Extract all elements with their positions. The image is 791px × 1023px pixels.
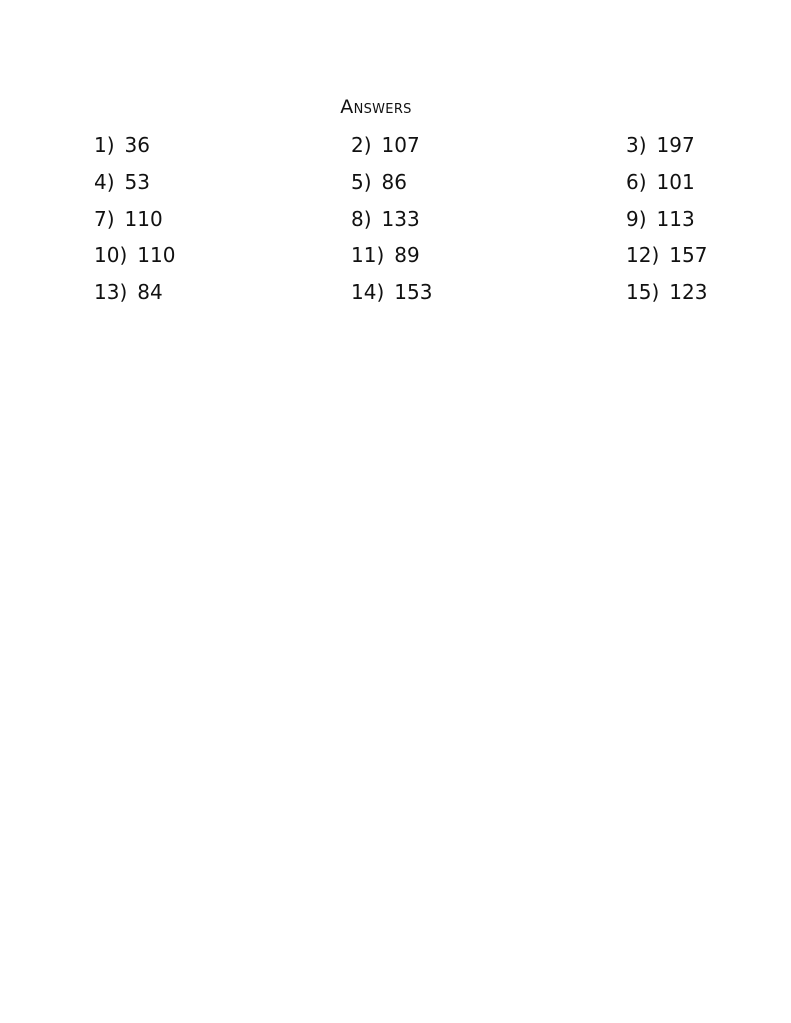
answer-number: 15) xyxy=(626,280,660,305)
answer-number: 1) xyxy=(94,133,115,157)
answer-item xyxy=(626,242,707,268)
answer-item xyxy=(351,206,420,232)
answer-value: 153 xyxy=(394,280,433,305)
answer-item xyxy=(626,169,695,195)
answer-number: 3) xyxy=(626,133,647,157)
answer-number: 2) xyxy=(351,133,372,157)
answer-item xyxy=(626,206,695,232)
answer-item xyxy=(94,242,175,268)
answer-number: 9) xyxy=(626,206,647,231)
answer-item xyxy=(94,132,150,158)
answer-value: 197 xyxy=(656,133,695,157)
answer-value: 53 xyxy=(124,169,150,194)
page-title: Answers xyxy=(340,96,412,118)
answer-value: 110 xyxy=(137,243,176,268)
answer-value: 107 xyxy=(381,133,420,157)
answer-value: 84 xyxy=(137,280,163,305)
answer-value: 113 xyxy=(656,206,695,231)
answer-number: 10) xyxy=(94,243,128,268)
answer-number: 6) xyxy=(626,169,647,194)
answer-number: 14) xyxy=(351,280,385,305)
answers-grid xyxy=(94,132,734,316)
answer-value: 157 xyxy=(669,243,708,268)
answer-value: 123 xyxy=(669,280,708,305)
answer-item xyxy=(626,279,707,305)
answer-value: 89 xyxy=(394,243,420,268)
answer-item xyxy=(94,279,163,305)
answer-item xyxy=(351,169,407,195)
answer-number: 12) xyxy=(626,243,660,268)
answers-row xyxy=(94,206,734,243)
answer-number: 4) xyxy=(94,169,115,194)
answer-item xyxy=(94,206,163,232)
answer-number: 8) xyxy=(351,206,372,231)
answers-row xyxy=(94,279,734,316)
answer-value: 133 xyxy=(381,206,420,231)
answer-item xyxy=(351,132,420,158)
answer-value: 101 xyxy=(656,169,695,194)
answers-row xyxy=(94,132,734,169)
answer-number: 13) xyxy=(94,280,128,305)
answers-row xyxy=(94,169,734,206)
answer-value: 36 xyxy=(124,133,150,157)
answer-item xyxy=(626,132,695,158)
answer-item xyxy=(94,169,150,195)
answer-value: 86 xyxy=(381,169,407,194)
answer-item xyxy=(351,279,432,305)
answer-number: 7) xyxy=(94,206,115,231)
answer-value: 110 xyxy=(124,206,163,231)
answer-number: 11) xyxy=(351,243,385,268)
answers-row xyxy=(94,242,734,279)
answer-item xyxy=(351,242,420,268)
answer-number: 5) xyxy=(351,169,372,194)
